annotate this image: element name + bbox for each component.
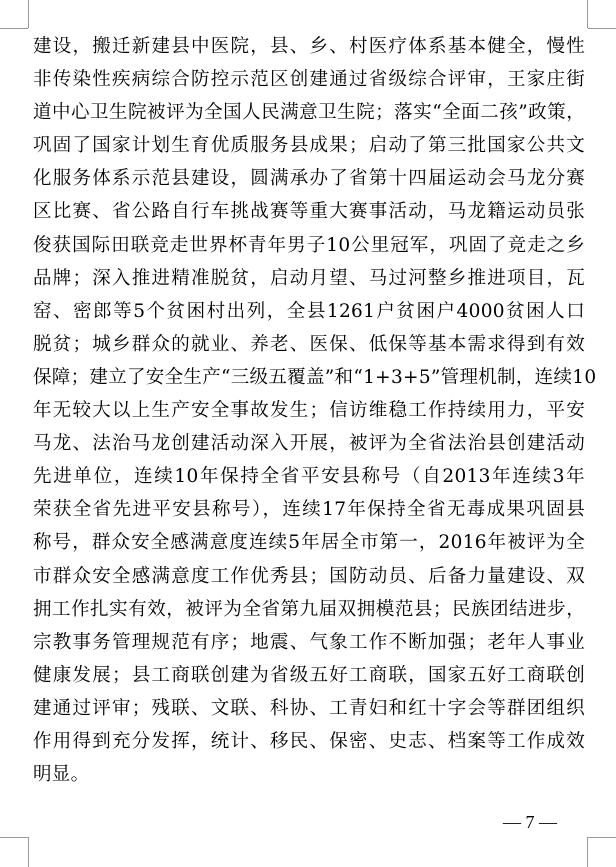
crop-mark-bottom-left-horizontal (0, 837, 28, 838)
crop-mark-bottom-left-vertical (28, 837, 29, 867)
text-line: 脱贫；城乡群众的就业、养老、医保、低保等基本需求得到有效 (33, 333, 585, 355)
text-line: 保障；建立了安全生产“三级五覆盖”和“1+3+5”管理机制，连续10 (33, 366, 597, 388)
crop-mark-top-right-vertical (587, 0, 588, 28)
text-line: 宗教事务管理规范有序；地震、气象工作不断加强；老年人事业 (33, 631, 585, 653)
text-line: 作用得到充分发挥，统计、移民、保密、史志、档案等工作成效 (33, 730, 585, 752)
page-number: — 7 — (503, 812, 557, 832)
text-line: 健康发展；县工商联创建为省级五好工商联，国家五好工商联创 (33, 664, 585, 686)
text-line: 化服务体系示范县建设，圆满承办了省第十四届运动会马龙分赛 (33, 168, 585, 190)
text-line: 年无较大以上生产安全事故发生；信访维稳工作持续用力，平安 (33, 400, 585, 422)
text-line: 称号，群众安全感满意度连续5年居全市第一，2016年被评为全 (33, 532, 585, 554)
text-line: 拥工作扎实有效，被评为全省第九届双拥模范县；民族团结进步， (33, 598, 585, 620)
body-paragraph (33, 30, 597, 791)
text-line: 市群众安全感满意度工作优秀县；国防动员、后备力量建设、双 (33, 565, 585, 587)
text-line: 俊获国际田联竞走世界杯青年男子10公里冠军，巩固了竞走之乡 (33, 234, 585, 256)
crop-mark-bottom-right-horizontal (588, 837, 616, 838)
text-line: 品牌；深入推进精准脱贫，启动月望、马过河整乡推进项目，瓦 (33, 267, 585, 289)
crop-mark-top-right-horizontal (588, 28, 616, 29)
crop-mark-bottom-right-vertical (587, 837, 588, 867)
text-line: 建设，搬迁新建县中医院，县、乡、村医疗体系基本健全，慢性 (33, 36, 585, 57)
text-line: 建通过评审；残联、文联、科协、工青妇和红十字会等群团组织 (33, 697, 585, 719)
text-line: 马龙、法治马龙创建活动深入开展，被评为全省法治县创建活动 (33, 433, 585, 455)
text-line: 巩固了国家计划生育优质服务县成果；启动了第三批国家公共文 (33, 135, 585, 157)
text-line-final: 明显。 (33, 764, 90, 786)
crop-mark-top-left-horizontal (0, 28, 28, 29)
text-line: 先进单位，连续10年保持全省平安县称号（自2013年连续3年 (33, 466, 585, 488)
crop-mark-top-left-vertical (28, 0, 29, 28)
text-line: 区比赛、省公路自行车挑战赛等重大赛事活动，马龙籍运动员张 (33, 201, 585, 223)
text-line: 窑、密郎等5个贫困村出列，全县1261户贫困户4000贫困人口 (33, 300, 585, 322)
text-line: 荣获全省先进平安县称号），连续17年保持全省无毒成果巩固县 (33, 499, 585, 521)
text-line: 非传染性疾病综合防控示范区创建通过省级综合评审，王家庄街 (33, 69, 585, 91)
text-line: 道中心卫生院被评为全国人民满意卫生院；落实“全面二孩”政策， (33, 102, 585, 124)
